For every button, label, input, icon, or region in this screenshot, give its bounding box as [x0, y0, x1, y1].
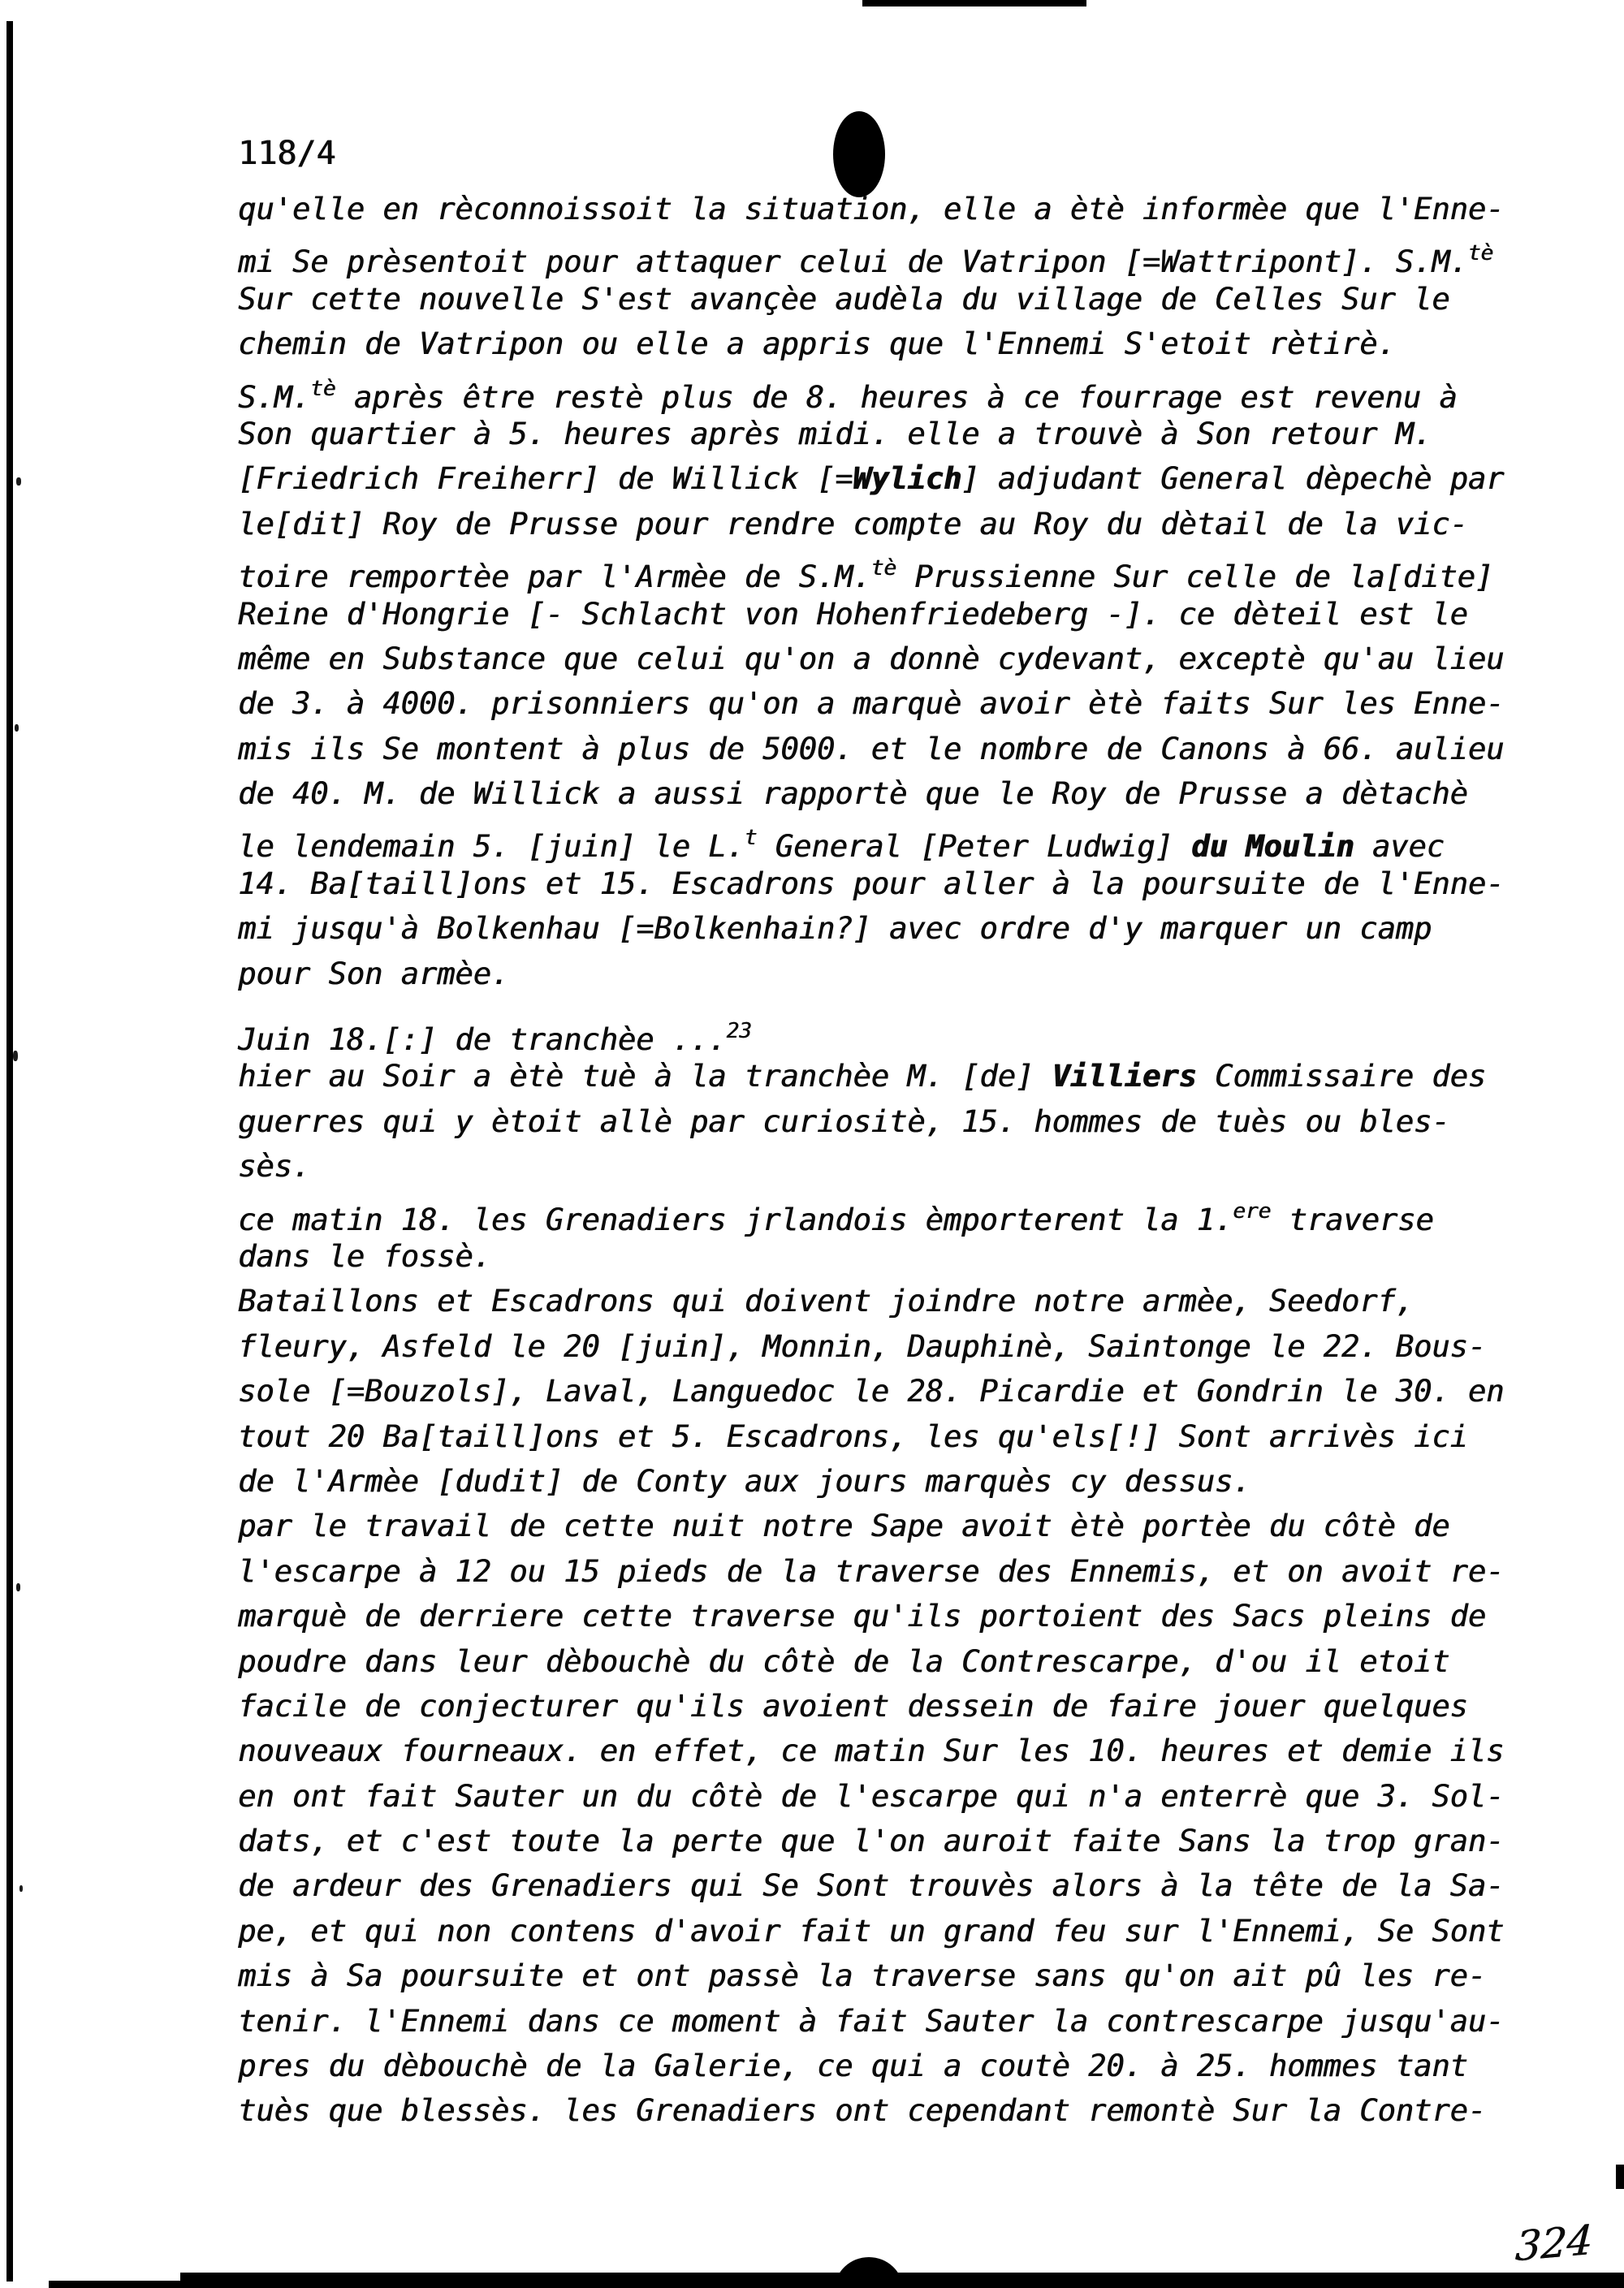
text-segment: l'escarpe à 12 ou 15 pieds de la traverse des Ennemis, et on avoit re-: [238, 1553, 1505, 1589]
scan-speckle: [16, 477, 21, 486]
superscript-text: t: [744, 826, 758, 851]
text-line: [238, 456, 1570, 501]
text-line: [238, 231, 1570, 280]
text-segment: Son quartier à 5. heures après midi. elle a trouvè à Son retour M.: [238, 416, 1432, 451]
text-line: [238, 906, 1570, 951]
text-segment: même en Substance que celui qu'on a donnè cydevant, exceptè qu'au lieu: [238, 641, 1505, 676]
text-line: [238, 502, 1570, 546]
page-number: 118/4: [238, 135, 336, 172]
text-line: [238, 1639, 1570, 1684]
text-segment: sès.: [238, 1149, 311, 1185]
text-segment: ce matin 18. les Grenadiers jrlandois èmporterent la 1.: [238, 1202, 1233, 1237]
text-segment: guerres qui y ètoit allè par curiositè, 15. hommes de tuès ou bles-: [238, 1103, 1450, 1139]
bottom-edge-scan-bar-left: [49, 2281, 180, 2288]
text-segment: mi jusqu'à Bolkenhau [=Bolkenhain?] avec ordre d'y marquer un camp: [238, 911, 1432, 947]
text-segment: qu'elle en rèconnoissoit la situation, elle a ètè informèe que l'Enne-: [238, 192, 1505, 227]
text-segment: fleury, Asfeld le 20 [juin], Monnin, Dauphinè, Saintonge le 22. Bous-: [238, 1328, 1487, 1364]
text-line: [238, 546, 1570, 595]
text-segment: Commissaire des: [1196, 1059, 1487, 1094]
superscript-text: tè: [870, 556, 896, 581]
paragraph: [238, 1009, 1570, 2134]
text-segment: mi Se prèsentoit pour attaquer celui de Vatripon [=Wattripont]. S.M.: [238, 244, 1468, 280]
text-segment: poudre dans leur dèbouchè du côtè de la Contrescarpe, d'ou il etoit: [238, 1643, 1450, 1679]
text-line: [238, 681, 1570, 726]
text-line: [238, 1549, 1570, 1594]
text-line: [238, 1909, 1570, 1953]
text-segment: le lendemain 5. [juin] le L.: [238, 829, 745, 865]
text-line: [238, 952, 1570, 996]
text-segment: tenir. l'Ennemi dans ce moment à fait Sauter la contrescarpe jusqu'au-: [238, 2003, 1505, 2039]
scan-speckle: [15, 724, 19, 732]
text-line: [238, 1009, 1570, 1058]
text-line: [238, 1684, 1570, 1729]
text-line: [238, 2044, 1570, 2088]
text-line: [238, 1369, 1570, 1414]
document-body: [238, 187, 1570, 2134]
text-line: [238, 277, 1570, 322]
text-segment: avec: [1354, 829, 1445, 865]
text-segment: Sur cette nouvelle S'est avançèe audèla du village de Celles Sur le: [238, 281, 1450, 317]
text-segment: le[dit] Roy de Prusse pour rendre compte au Roy du dètail de la vic-: [238, 506, 1468, 542]
text-segment: mis à Sa poursuite et ont passè la traverse sans qu'on ait pû les re-: [238, 1958, 1487, 1994]
text-line: [238, 322, 1570, 366]
text-segment: par le travail de cette nuit notre Sape avoit ètè portèe du côtè de: [238, 1509, 1450, 1544]
right-edge-scan-tick: [1616, 2165, 1624, 2189]
text-line: [238, 1729, 1570, 1773]
scan-speckle: [16, 1583, 20, 1591]
text-segment: nouveaux fourneaux. en effet, ce matin Sur les 10. heures et demie ils: [238, 1733, 1505, 1769]
text-line: [238, 1504, 1570, 1548]
text-segment: Juin 18.[:] de tranchèe ...: [238, 1022, 727, 1058]
text-segment: Bataillons et Escadrons qui doivent joindre notre armèe, Seedorf,: [238, 1284, 1414, 1319]
text-segment: dats, et c'est toute la perte que l'on auroit faite Sans la trop gran-: [238, 1824, 1505, 1859]
text-line: [238, 187, 1570, 231]
scan-speckle: [19, 1885, 23, 1892]
text-line: [238, 1414, 1570, 1459]
left-edge-scan-bar: [6, 21, 13, 2282]
text-segment: Reine d'Hongrie [- Schlacht von Hohenfriedeberg -]. ce dèteil est le: [238, 596, 1468, 632]
text-segment: marquè de derriere cette traverse qu'ils portoient des Sacs pleins de: [238, 1599, 1487, 1634]
text-line: [238, 816, 1570, 865]
text-line: [238, 1234, 1570, 1279]
text-line: [238, 1279, 1570, 1323]
text-segment: dans le fossè.: [238, 1238, 491, 1274]
superscript-text: ere: [1233, 1198, 1272, 1224]
text-line: [238, 1774, 1570, 1819]
superscript-text: tè: [1467, 241, 1494, 266]
text-segment: de l'Armèe [dudit] de Conty aux jours marquès cy dessus.: [238, 1463, 1251, 1499]
text-line: [238, 727, 1570, 771]
text-segment: sole [=Bouzols], Laval, Languedoc le 28. Picardie et Gondrin le 30. en: [238, 1374, 1505, 1409]
bold-text: Wylich: [853, 461, 962, 497]
text-segment: ] adjudant General dèpechè par: [961, 461, 1505, 497]
handwritten-folio-number: 324: [1514, 2216, 1594, 2271]
registration-dot-top: [833, 111, 885, 197]
bold-text: Villiers: [1052, 1059, 1197, 1094]
text-line: [238, 1459, 1570, 1504]
text-segment: mis ils Se montent à plus de 5000. et le nombre de Canons à 66. aulieu: [238, 731, 1505, 766]
text-segment: toire remportèe par l'Armèe de S.M.: [238, 559, 871, 595]
text-line: [238, 2088, 1570, 2133]
text-line: [238, 1324, 1570, 1369]
text-segment: tout 20 Ba[taill]ons et 5. Escadrons, les qu'els[!] Sont arrivès ici: [238, 1418, 1468, 1454]
bottom-edge-scan-bar: [180, 2273, 1624, 2288]
text-line: [238, 1099, 1570, 1144]
text-line: [238, 1999, 1570, 2044]
text-segment: tuès que blessès. les Grenadiers ont cependant remontè Sur la Contre-: [238, 2093, 1487, 2129]
text-segment: General [Peter Ludwig]: [757, 829, 1192, 865]
text-line: [238, 367, 1570, 415]
text-segment: après être restè plus de 8. heures à ce fourrage est revenu à: [335, 379, 1458, 415]
text-line: [238, 1863, 1570, 1908]
paragraph: [238, 187, 1570, 996]
text-segment: 14. Ba[taill]ons et 15. Escadrons pour aller à la poursuite de l'Enne-: [238, 866, 1505, 901]
text-line: [238, 1819, 1570, 1863]
scan-speckle: [13, 1051, 18, 1061]
text-segment: [Friedrich Freiherr] de Willick [=: [238, 461, 853, 497]
bold-text: du Moulin: [1191, 829, 1354, 865]
superscript-text: 23: [726, 1019, 752, 1044]
text-line: [238, 861, 1570, 906]
text-segment: pres du dèbouchè de la Galerie, ce qui a coutè 20. à 25. hommes tant: [238, 2048, 1468, 2084]
text-segment: hier au Soir a ètè tuè à la tranchèe M. [de]: [238, 1059, 1052, 1094]
text-line: [238, 637, 1570, 681]
text-line: [238, 771, 1570, 816]
text-segment: S.M.: [238, 379, 311, 415]
text-segment: Prussienne Sur celle de la[dite]: [896, 559, 1494, 595]
text-segment: de 3. à 4000. prisonniers qu'on a marquè avoir ètè faits Sur les Enne-: [238, 686, 1505, 722]
superscript-text: tè: [310, 376, 336, 401]
text-segment: pe, et qui non contens d'avoir fait un grand feu sur l'Ennemi, Se Sont: [238, 1913, 1505, 1949]
text-segment: de ardeur des Grenadiers qui Se Sont trouvès alors à la tête de la Sa-: [238, 1868, 1505, 1904]
text-segment: chemin de Vatripon ou elle a appris que l'Ennemi S'etoit rètirè.: [238, 326, 1396, 362]
text-line: [238, 1144, 1570, 1189]
text-line: [238, 1054, 1570, 1099]
text-segment: traverse: [1271, 1202, 1434, 1237]
text-segment: pour Son armèe.: [238, 956, 510, 991]
top-edge-scan-bar: [862, 0, 1086, 6]
text-line: [238, 1594, 1570, 1638]
text-segment: en ont fait Sauter un du côtè de l'escarpe qui n'a enterrè que 3. Sol-: [238, 1778, 1505, 1814]
text-line: [238, 412, 1570, 456]
text-line: [238, 1189, 1570, 1237]
text-line: [238, 1953, 1570, 1998]
text-line: [238, 592, 1570, 637]
text-segment: de 40. M. de Willick a aussi rapportè que le Roy de Prusse a dètachè: [238, 776, 1468, 812]
text-segment: facile de conjecturer qu'ils avoient dessein de faire jouer quelques: [238, 1688, 1468, 1724]
